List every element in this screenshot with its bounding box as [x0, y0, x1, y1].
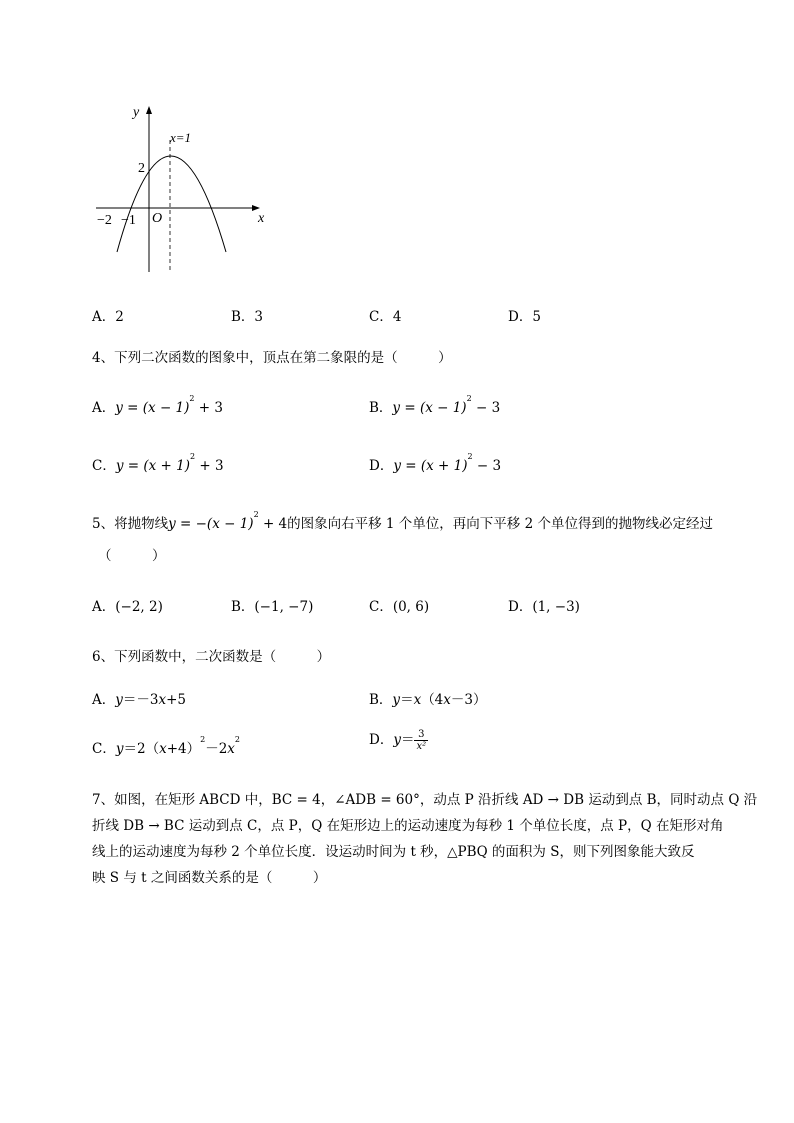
q4-d-exp: 2 [467, 452, 473, 461]
q5-stem [92, 512, 713, 532]
q5-stem-expr-tail: + 4 [258, 516, 288, 532]
q4-option-c [92, 454, 224, 474]
q4-c-exp: 2 [190, 452, 196, 461]
q3-option-a: A．2 [92, 309, 124, 325]
y-axis-arrow [146, 106, 152, 114]
q6-a-tail: +5 [166, 692, 187, 708]
q6-b-tail: －3） [450, 692, 487, 708]
q5-option-b: B．(−1, −7) [231, 599, 314, 615]
q6-d-denominator: x² [416, 741, 427, 752]
q7-line-3: 线上的运动速度为每秒 2 个单位长度．设运动时间为 t 秒，△PBQ 的面积为 S，则下列图象能大致反 [92, 844, 695, 860]
q6-c-prefix: C． [92, 741, 116, 757]
parabola-figure [88, 100, 278, 280]
q6-a-y: y [115, 692, 123, 708]
q6-b-eq: ＝ [400, 692, 414, 708]
q6-b-x: x [413, 692, 422, 708]
q6-b-paren: （4 [421, 692, 444, 708]
q7-line-2: 折线 DB → BC 运动到点 C，点 P，Q 在矩形边上的运动速度为每秒 1 个单位长度，点 P，Q 在矩形对角 [92, 818, 724, 834]
y-axis-label: y [133, 105, 140, 120]
q4-c-tail: + 3 [195, 458, 224, 474]
symmetry-label: x=1 [170, 130, 192, 145]
q3-option-d: D．5 [508, 309, 541, 325]
q5-option-d: D．(1, −3) [508, 599, 580, 615]
q4-option-a [92, 396, 223, 416]
x-axis-label: x [258, 211, 265, 226]
origin-label: O [152, 211, 163, 226]
q6-c-mid: +4） [166, 741, 201, 757]
q6-a-x: x [158, 692, 167, 708]
q6-stem: 6、下列函数中，二次函数是（ ） [92, 649, 331, 665]
y-intercept-label: 2 [138, 161, 145, 176]
q3-option-b: B．3 [231, 309, 264, 325]
q4-b-expr: y = (x − 1) [392, 400, 467, 416]
q6-d-fraction [414, 729, 428, 752]
q6-b-prefix: B． [369, 692, 393, 708]
q5-option-a: A．(−2, 2) [92, 599, 163, 615]
q4-b-exp: 2 [466, 394, 472, 403]
q5-stem-b: 的图象向右平移 1 个单位，再向下平移 2 个单位得到的抛物线必定经过 [287, 516, 713, 532]
q6-option-d [369, 728, 428, 752]
q3-option-c: C．4 [369, 309, 402, 325]
q4-c-prefix: C． [92, 458, 116, 474]
q6-c-exp2: 2 [234, 735, 241, 744]
q6-option-b [369, 688, 487, 708]
q4-a-prefix: A． [92, 400, 116, 416]
q4-a-expr: y = (x − 1) [115, 400, 190, 416]
q5-stem-expr: y = −(x − 1) [168, 516, 254, 532]
q7-line-1: 7、如图，在矩形 ABCD 中，BC = 4，∠ADB = 60°，动点 P 沿折线 AD → DB 运动到点 B，同时动点 Q 沿 [92, 792, 758, 808]
q5-stem-exp: 2 [253, 510, 259, 519]
q4-d-tail: − 3 [472, 458, 502, 474]
q4-d-expr: y = (x + 1) [393, 458, 468, 474]
q6-c-y: y [115, 741, 124, 757]
q6-option-a [92, 688, 186, 708]
q4-b-tail: − 3 [471, 400, 501, 416]
q4-b-prefix: B． [369, 400, 393, 416]
q6-c-exp: 2 [200, 735, 206, 744]
q7-line-4: 映 S 与 t 之间函数关系的是（ ） [92, 870, 327, 886]
q4-c-expr: y = (x + 1) [115, 458, 190, 474]
q6-a-prefix: A． [92, 692, 116, 708]
tick-label-neg2: −2 [97, 213, 112, 228]
q5-paren: （ ） [98, 548, 166, 564]
q6-d-numerator: 3 [414, 729, 428, 741]
q6-c-minus: －2 [205, 741, 228, 757]
q6-c-x: x [159, 741, 167, 757]
q6-d-y: y [393, 732, 401, 748]
q6-c-x2: x [227, 741, 235, 757]
q4-stem: 4、下列二次函数的图象中，顶点在第二象限的是（ ） [92, 350, 452, 366]
q4-d-prefix: D． [369, 458, 394, 474]
q4-option-d [369, 454, 501, 474]
q6-b-x2: x [443, 692, 451, 708]
q6-a-rest: ＝－3 [122, 692, 159, 708]
parabola-curve [117, 156, 226, 252]
q6-d-eq: ＝ [400, 732, 415, 748]
q6-b-y: y [392, 692, 401, 708]
q4-option-b [369, 396, 500, 416]
tick-label-neg1: −1 [121, 213, 136, 228]
q5-option-c: C．(0, 6) [369, 599, 430, 615]
q4-a-tail: + 3 [194, 400, 223, 416]
q5-stem-a: 5、将抛物线 [92, 516, 169, 532]
q4-a-exp: 2 [189, 394, 195, 403]
q6-c-rest: ＝2（ [123, 741, 160, 757]
q6-d-prefix: D． [369, 732, 394, 748]
q6-option-c [92, 737, 240, 757]
